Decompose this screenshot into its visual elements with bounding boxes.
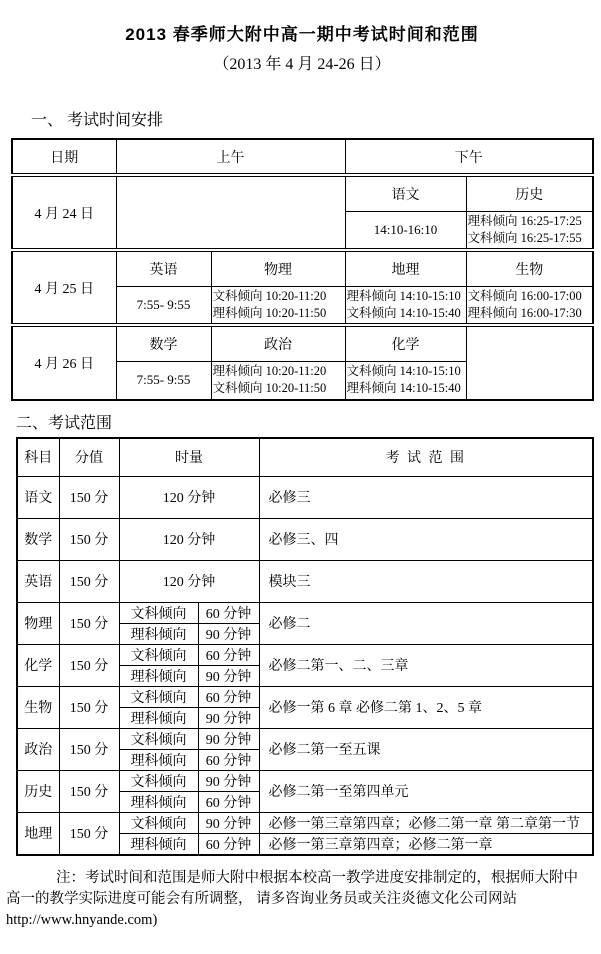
subject-cell: 化学 — [17, 644, 59, 686]
range-cell: 必修一第三章第四章；必修二第一章 — [259, 833, 593, 855]
subject-cell: 政治 — [17, 728, 59, 770]
exam-time-line: 文科倾向 14:10-15:40 — [346, 305, 461, 320]
track-label-cell: 文科倾向 — [119, 686, 198, 707]
track-label-cell: 理科倾向 — [119, 833, 198, 855]
track-label-cell: 理科倾向 — [119, 707, 198, 728]
schedule-header-afternoon: 下午 — [345, 139, 593, 175]
scope-header-duration: 时量 — [119, 438, 259, 476]
points-cell: 150 分 — [59, 644, 119, 686]
schedule-header-date: 日期 — [12, 139, 116, 175]
track-label-cell: 理科倾向 — [119, 749, 198, 770]
duration-cell: 120 分钟 — [119, 560, 259, 602]
subject-label-math: 数学 — [116, 325, 211, 361]
scope-header-points: 分值 — [59, 438, 119, 476]
duration-cell: 120 分钟 — [119, 476, 259, 518]
track-label-cell: 文科倾向 — [119, 728, 198, 749]
points-cell: 150 分 — [59, 686, 119, 728]
minutes-cell: 90 分钟 — [198, 770, 259, 791]
duration-cell: 120 分钟 — [119, 518, 259, 560]
exam-time-line: 文科倾向 16:25-17:55 — [467, 230, 582, 245]
exam-time-math: 7:55- 9:55 — [116, 361, 211, 400]
points-cell: 150 分 — [59, 728, 119, 770]
subject-cell: 物理 — [17, 602, 59, 644]
exam-time-biology — [466, 286, 593, 325]
schedule-day1-morning-empty-cell — [116, 175, 345, 250]
subject-cell: 英语 — [17, 560, 59, 602]
footer-note-url: http://www.hnyande.com) — [6, 911, 158, 928]
track-label-cell: 理科倾向 — [119, 791, 198, 812]
subject-cell: 语文 — [17, 476, 59, 518]
minutes-cell: 90 分钟 — [198, 707, 259, 728]
exam-schedule-table — [11, 138, 594, 401]
section-1-heading: 一、 考试时间安排 — [31, 112, 164, 129]
track-label-cell: 文科倾向 — [119, 644, 198, 665]
subject-cell: 地理 — [17, 812, 59, 855]
footer-note-line: 注：考试时间和范围是师大附中根据本校高一教学进度安排制定的，根据师大附中 — [56, 869, 578, 886]
subject-cell: 数学 — [17, 518, 59, 560]
exam-time-chinese: 14:10-16:10 — [345, 211, 466, 250]
page-title: 2013 春季师大附中高一期中考试时间和范围 — [125, 25, 479, 44]
range-cell: 必修三 — [259, 476, 593, 518]
minutes-cell: 60 分钟 — [198, 644, 259, 665]
subject-label-politics: 政治 — [211, 325, 345, 361]
minutes-cell: 90 分钟 — [198, 812, 259, 833]
exam-time-line: 文科倾向 16:00-17:00 — [467, 288, 582, 303]
range-cell: 必修三、四 — [259, 518, 593, 560]
subject-label-biology: 生物 — [466, 250, 593, 286]
minutes-cell: 90 分钟 — [198, 623, 259, 644]
track-label-cell: 理科倾向 — [119, 665, 198, 686]
points-cell: 150 分 — [59, 812, 119, 855]
minutes-cell: 60 分钟 — [198, 749, 259, 770]
range-cell: 模块三 — [259, 560, 593, 602]
scope-header-subject: 科目 — [17, 438, 59, 476]
minutes-cell: 90 分钟 — [198, 665, 259, 686]
exam-time-geography — [345, 286, 466, 325]
exam-time-line: 理科倾向 14:10-15:10 — [346, 288, 461, 303]
subject-label-chemistry: 化学 — [345, 325, 466, 361]
range-cell: 必修二 — [259, 602, 593, 644]
range-cell: 必修二第一至五课 — [259, 728, 593, 770]
schedule-header-morning: 上午 — [116, 139, 345, 175]
exam-time-english: 7:55- 9:55 — [116, 286, 211, 325]
points-cell: 150 分 — [59, 770, 119, 812]
points-cell: 150 分 — [59, 518, 119, 560]
range-cell: 必修二第一、二、三章 — [259, 644, 593, 686]
subject-label-chinese: 语文 — [345, 175, 466, 211]
exam-time-line: 理科倾向 14:10-15:40 — [346, 381, 461, 396]
exam-time-line: 文科倾向 10:20-11:20 — [212, 288, 327, 303]
minutes-cell: 60 分钟 — [198, 686, 259, 707]
schedule-day2-date: 4 月 25 日 — [12, 250, 116, 325]
exam-time-line: 理科倾向 16:00-17:30 — [467, 305, 582, 320]
schedule-day3-date: 4 月 26 日 — [12, 325, 116, 400]
exam-scope-table — [16, 437, 594, 856]
points-cell: 150 分 — [59, 476, 119, 518]
minutes-cell: 90 分钟 — [198, 728, 259, 749]
track-label-cell: 文科倾向 — [119, 812, 198, 833]
exam-time-politics — [211, 361, 345, 400]
range-cell: 必修二第一至第四单元 — [259, 770, 593, 812]
exam-time-history — [466, 211, 593, 250]
exam-time-line: 理科倾向 10:20-11:20 — [212, 364, 327, 379]
page-subtitle: （2013 年 4 月 24-26 日） — [213, 56, 391, 73]
track-label-cell: 理科倾向 — [119, 623, 198, 644]
subject-label-geography: 地理 — [345, 250, 466, 286]
range-cell: 必修一第三章第四章；必修二第一章 第二章第一节 — [259, 812, 593, 833]
footer-note-line: 高一的教学实际进度可能会有所调整， 请多咨询业务员或关注炎德文化公司网站 — [6, 890, 518, 907]
minutes-cell: 60 分钟 — [198, 791, 259, 812]
subject-label-physics: 物理 — [211, 250, 345, 286]
subject-label-english: 英语 — [116, 250, 211, 286]
schedule-day1-date: 4 月 24 日 — [12, 175, 116, 250]
points-cell: 150 分 — [59, 602, 119, 644]
subject-cell: 历史 — [17, 770, 59, 812]
schedule-day3-afternoon-empty-cell — [466, 325, 593, 400]
scope-header-range: 考 试 范 围 — [259, 438, 593, 476]
subject-label-history: 历史 — [466, 175, 593, 211]
exam-time-line: 文科倾向 14:10-15:10 — [346, 364, 461, 379]
exam-time-chemistry — [345, 361, 466, 400]
exam-time-line: 文科倾向 10:20-11:50 — [212, 381, 327, 396]
points-cell: 150 分 — [59, 560, 119, 602]
minutes-cell: 60 分钟 — [198, 602, 259, 623]
exam-time-line: 理科倾向 10:20-11:50 — [212, 305, 327, 320]
footer-note — [6, 868, 601, 931]
exam-time-physics — [211, 286, 345, 325]
section-2-heading: 二、考试范围 — [16, 415, 113, 432]
track-label-cell: 文科倾向 — [119, 602, 198, 623]
subject-cell: 生物 — [17, 686, 59, 728]
exam-time-line: 理科倾向 16:25-17:25 — [467, 213, 582, 228]
range-cell: 必修一第 6 章 必修二第 1、2、5 章 — [259, 686, 593, 728]
minutes-cell: 60 分钟 — [198, 833, 259, 855]
track-label-cell: 文科倾向 — [119, 770, 198, 791]
